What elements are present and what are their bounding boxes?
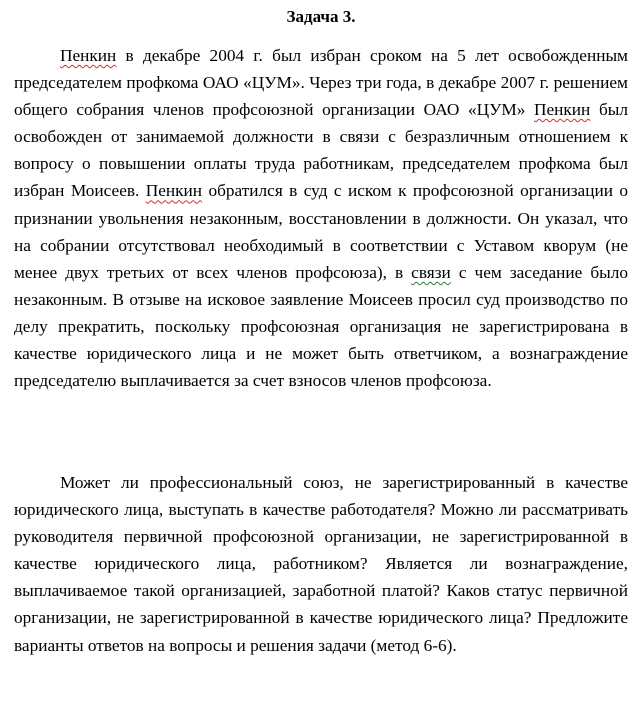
text-span: в декабре 2004 г. был избран сроком на 5 лет освобожденным председателем профкома ОАО «ЦУМ». Через три года, в декабре 2007 г. решением общего собрания членов профсоюзной организации ОАО «ЦУМ» <box>14 46 628 120</box>
text-span: обратился в суд с иском к профсоюзной организации о признании увольнения незаконным, восстановлении в должности. Он указал, что на собрании отсутствовал необходимый в соответствии с Уставом кворум (не менее двух третьих от всех членов профсоюза), в <box>14 181 628 282</box>
text-span: с чем заседание было незаконным. В отзыве на исковое заявление Моисеев просил суд производство по делу прекратить, поскольку профсоюзная организация не зарегистрирована в качестве юридического лица и не может быть ответчиком, а вознаграждение председателю выплачивается за счет взносов членов профсоюза. <box>14 262 628 391</box>
text-span: был освобожден от занимаемой должности в связи с безразличным отношением к вопросу о повышении оплаты труда работникам, председателем профкома был избран Моисеев. <box>14 100 628 201</box>
misspelled-word: Пенкин <box>145 181 203 201</box>
misspelled-word: Пенкин <box>60 46 117 65</box>
task-paragraph-2: Может ли профессиональный союз, не зарегистрированный в качестве юридического лица, выступать в качестве работодателя? Можно ли рассматривать руководителя первичной профсоюзной организации, не зарегистрированной в качестве юридического лица, работником? Является ли вознаграждение, выплачиваемое такой организацией, заработной платой? Каков статус первичной организации, не зарегистрированной в качестве юридического лица? Предложите варианты ответов на вопросы и решения задачи (метод 6-6). <box>14 473 628 655</box>
misspelled-word: Пенкин <box>534 100 591 120</box>
grammar-flagged-word: связи <box>411 262 451 282</box>
task-title: Задача 3. <box>286 7 356 26</box>
task-paragraph-1 <box>14 42 628 394</box>
